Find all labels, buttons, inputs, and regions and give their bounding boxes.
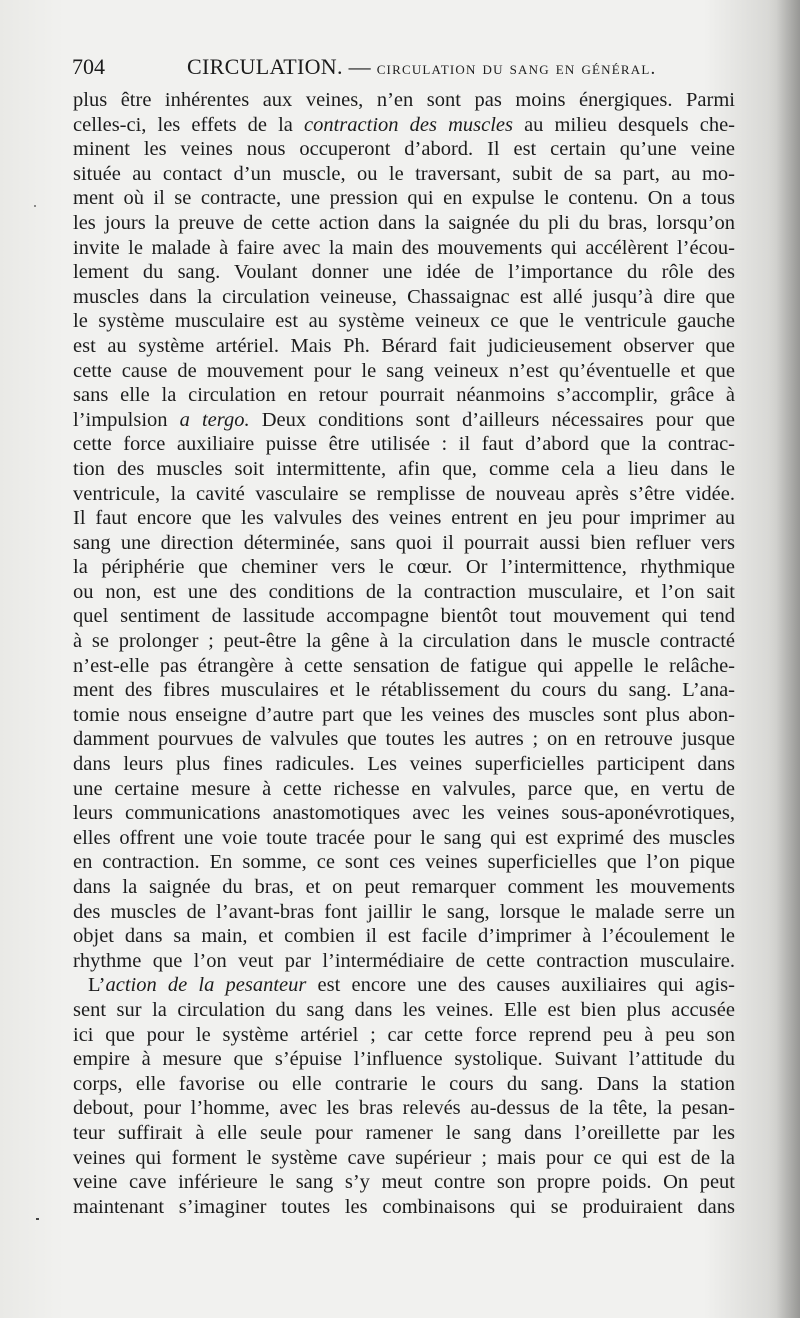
text-line: [73, 900, 735, 925]
line-text: debout, pour l’homme, avec les bras relevés au-dessus de la tête, la pesan-: [73, 1097, 735, 1120]
line-text: n’est-elle pas étrangère à cette sensation de fatigue qui appelle le relâche-: [73, 654, 735, 677]
text-line: [73, 186, 735, 211]
text-line: [73, 777, 735, 802]
line-text: ici que pour le système artériel ; car cette force reprend peu à peu son: [73, 1023, 735, 1046]
line-text: muscles dans la circulation veineuse, Chassaignac est allé jusqu’à dire que: [73, 285, 735, 308]
line-text: cette cause de mouvement pour le sang veineux n’est qu’éventuelle et que: [73, 359, 735, 382]
text-line: [73, 1195, 735, 1220]
line-text: dans la saignée du bras, et on peut remarquer comment les mouvements: [73, 876, 735, 898]
line-text: quel sentiment de lassitude accompagne bientôt tout mouvement qui tend: [73, 605, 735, 628]
line-text: lement du sang. Voulant donner une idée de l’importance du rôle des: [73, 261, 735, 284]
italic-term: a tergo.: [179, 408, 250, 431]
line-text: plus être inhérentes aux veines, n’en sont pas moins énergiques. Parmi: [73, 89, 735, 111]
line-text: ou non, est une des conditions de la contraction musculaire, et l’on sait: [73, 580, 735, 603]
line-text: L’: [88, 974, 106, 997]
line-text: située au contact d’un muscle, ou le traversant, subit de sa part, au mo-: [73, 162, 735, 185]
text-line: [73, 236, 735, 261]
text-line: [73, 88, 735, 113]
line-text: empire à mesure que s’épuise l’influence systolique. Suivant l’attitude du: [73, 1048, 735, 1071]
text-line: [73, 924, 735, 949]
line-text: elles offrent une voie toute tracée pour le sang qui est exprimé des muscles: [73, 826, 735, 849]
text-line: [73, 137, 735, 162]
line-text: des muscles de l’avant-bras font jaillir le sang, lorsque le malade serre un: [73, 900, 735, 923]
text-line: [73, 998, 735, 1023]
text-line: [73, 309, 735, 334]
text-line: [73, 654, 735, 679]
text-line: [73, 850, 735, 875]
line-text: les jours la preuve de cette action dans la saignée du pli du bras, lorsqu’on: [73, 211, 735, 234]
line-text: le système musculaire est au système veineux ce que le ventricule gauche: [73, 310, 735, 333]
line-text: est au système artériel. Mais Ph. Bérard fait judicieusement observer que: [73, 334, 735, 357]
subsection-title: circulation du sang en général.: [376, 58, 657, 79]
text-line: [73, 1047, 735, 1072]
line-text: à se prolonger ; peut-être la gêne à la circulation dans le muscle contracté: [73, 630, 735, 653]
text-line: [73, 1121, 735, 1146]
paper-speck: [34, 205, 36, 207]
section-title: CIRCULATION. —: [187, 54, 371, 79]
line-text: rhythme que l’on veut par l’intermédiaire de cette contraction musculaire.: [73, 949, 735, 972]
text-line: [73, 580, 735, 605]
line-text: sang une direction déterminée, sans quoi il pourrait aussi bien refluer vers: [73, 531, 735, 554]
text-line: [73, 1146, 735, 1171]
line-text: minent les veines nous occuperont d’abord. Il est certain qu’une veine: [73, 138, 735, 161]
line-text: objet dans sa main, et combien il est facile d’imprimer à l’écoulement le: [73, 925, 735, 948]
line-text: ment où il se contracte, une pression qui en expulse le contenu. On a tous: [73, 187, 735, 210]
line-text: tion des muscles soit intermittente, afin que, comme cela a lieu dans le: [73, 457, 735, 480]
text-line: [73, 531, 735, 556]
line-text: celles-ci, les effets de la: [73, 113, 305, 136]
text-line: [73, 260, 735, 285]
page-edge-shadow: [776, 0, 800, 1318]
line-text: au milieu desquels che-: [512, 113, 735, 136]
text-line: [73, 408, 735, 433]
page-number: 704: [72, 54, 105, 79]
line-text: Deux conditions sont d’ailleurs nécessaires pour que: [249, 408, 735, 431]
text-line: [73, 334, 735, 359]
text-line: [73, 506, 735, 531]
text-line: [73, 555, 735, 580]
italic-term: action de la pesanteur: [105, 974, 307, 997]
line-text: tomie nous enseigne d’autre part que les veines des muscles sont plus abon-: [73, 703, 735, 726]
running-header: [72, 50, 742, 84]
text-line: [73, 727, 735, 752]
line-text: ment des fibres musculaires et le rétablissement du cours du sang. L’ana-: [73, 679, 735, 702]
text-line: [73, 752, 735, 777]
text-line: [73, 949, 735, 974]
line-text: maintenant s’imaginer toutes les combinaisons qui se produiraient dans: [73, 1195, 735, 1218]
text-line: [73, 1023, 735, 1048]
italic-term: contraction des muscles: [304, 113, 513, 136]
paper-mark: [36, 1218, 39, 1220]
text-line: [73, 629, 735, 654]
line-text: invite le malade à faire avec la main des mouvements qui accélèrent l’écou-: [73, 236, 735, 259]
line-text: en contraction. En somme, ce sont ces veines superficielles que l’on pique: [73, 851, 735, 874]
line-text: leurs communications anastomotiques avec les veines sous-aponévrotiques,: [73, 802, 735, 825]
text-line: [73, 1096, 735, 1121]
line-text: sans elle la circulation en retour pourrait néanmoins s’accomplir, grâce à: [73, 384, 735, 407]
body-text: [73, 88, 735, 1219]
line-text: damment pourvues de valvules que toutes les autres ; on en retrouve jusque: [73, 728, 735, 751]
text-line: [73, 432, 735, 457]
text-line: [73, 383, 735, 408]
text-line: [73, 875, 735, 900]
text-line: [73, 973, 735, 998]
line-text: sent sur la circulation du sang dans les veines. Elle est bien plus accusée: [73, 998, 735, 1021]
text-line: [73, 211, 735, 236]
line-text: veines qui forment le système cave supérieur ; mais pour ce qui est de la: [73, 1146, 735, 1169]
line-text: cette force auxiliaire puisse être utilisée : il faut d’abord que la contrac-: [73, 433, 735, 456]
line-text: la périphérie que cheminer vers le cœur. Or l’intermittence, rhythmique: [73, 556, 735, 579]
line-text: l’impulsion: [73, 408, 180, 431]
line-text: teur suffirait à elle seule pour ramener le sang dans l’oreillette par les: [73, 1121, 735, 1144]
line-text: veine cave inférieure le sang s’y meut contre son propre poids. On peut: [73, 1171, 735, 1194]
text-line: [73, 678, 735, 703]
text-line: [73, 604, 735, 629]
line-text: une certaine mesure à cette richesse en valvules, parce que, en vertu de: [73, 777, 735, 800]
text-line: [73, 457, 735, 482]
line-text: corps, elle favorise ou elle contrarie le cours du sang. Dans la station: [73, 1072, 735, 1095]
text-line: [73, 482, 735, 507]
line-text: Il faut encore que les valvules des veines entrent en jeu pour imprimer au: [73, 507, 735, 530]
text-line: [73, 162, 735, 187]
line-text: dans leurs plus fines radicules. Les veines superficielles participent dans: [73, 753, 735, 776]
text-line: [73, 1072, 735, 1097]
text-line: [73, 285, 735, 310]
line-text: est encore une des causes auxiliaires qui agis-: [306, 974, 735, 997]
text-line: [73, 801, 735, 826]
line-text: ventricule, la cavité vasculaire se remplisse de nouveau après s’être vidée.: [73, 482, 735, 505]
running-title: [187, 50, 656, 86]
text-line: [73, 826, 735, 851]
text-line: [73, 113, 735, 138]
text-line: [73, 1170, 735, 1195]
text-line: [73, 703, 735, 728]
text-line: [73, 359, 735, 384]
